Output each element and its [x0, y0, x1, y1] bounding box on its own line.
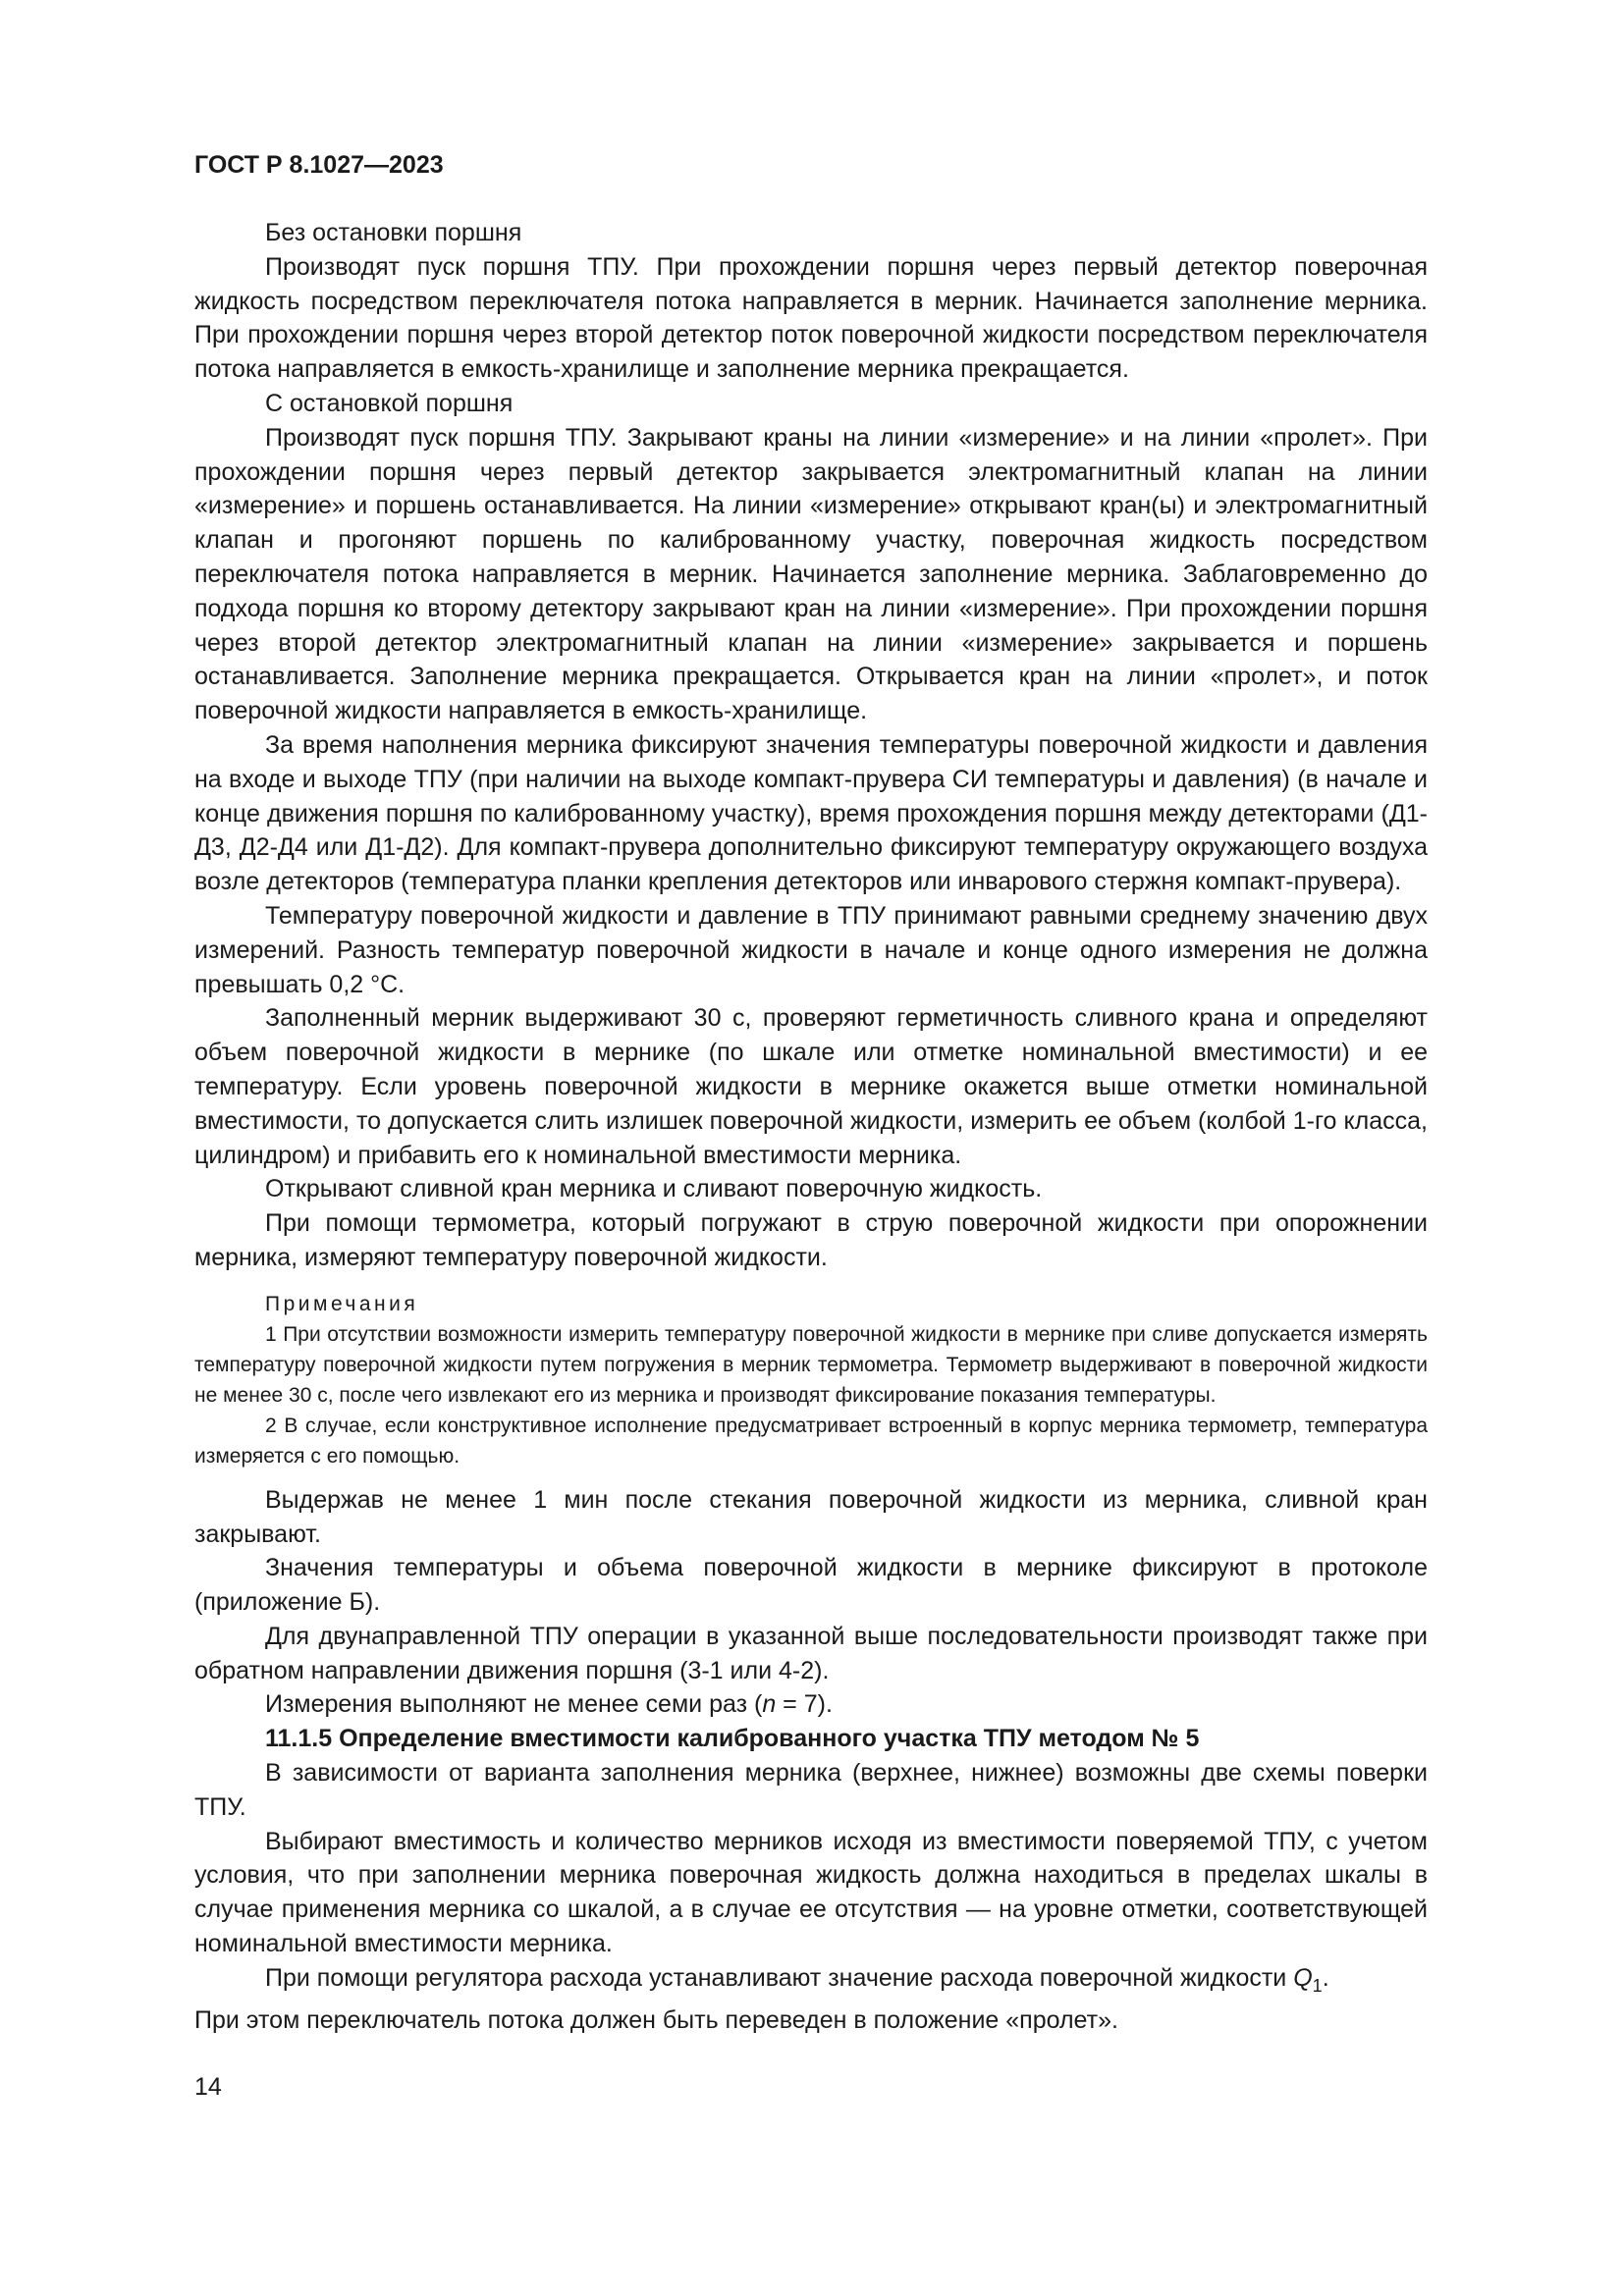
note-item: 2 В случае, если конструктивное исполнение предусматривает встроенный в корпус мерника термометр, температура измеряется с его помощью. — [194, 1414, 1428, 1468]
notes-title: Примечания — [265, 1292, 419, 1315]
paragraph: При помощи термометра, который погружают в струю поверочной жидкости при опорожнении мерника, измеряют температуру поверочной жидкости. — [194, 1209, 1428, 1271]
paragraph-subheading: С остановкой поршня — [265, 389, 514, 417]
measurements-text: Измерения выполняют не менее семи раз ( — [265, 1690, 763, 1719]
paragraph: В зависимости от варианта заполнения мерника (верхнее, нижнее) возможны две схемы поверки ТПУ. — [194, 1759, 1428, 1821]
variable-n: n — [762, 1690, 777, 1719]
document-header: ГОСТ Р 8.1027—2023 — [194, 151, 444, 179]
paragraph-flow — [194, 1961, 1428, 2003]
measurements-text-end: = 7). — [776, 1690, 833, 1719]
flow-text-end: . — [1322, 1963, 1329, 1992]
flow-text: При помощи регулятора расхода устанавливают значение расхода поверочной жидкости — [265, 1963, 1294, 1992]
note-item: 1 При отсутствии возможности измерить температуру поверочной жидкости в мернике при сливе допускается измерять температуру поверочной жидкости путем погружения в мерник термометра. Термометр выдерживают в поверочной жидкости не менее 30 с, после чего извлекают его из мерника и производят фиксирование показания температуры. — [194, 1322, 1428, 1407]
paragraph: Выдержав не менее 1 мин после стекания поверочной жидкости из мерника, сливной кран закрывают. — [194, 1485, 1428, 1548]
section-heading: 11.1.5 Определение вместимости калиброванного участка ТПУ методом № 5 — [265, 1725, 1200, 1753]
paragraph: Производят пуск поршня ТПУ. При прохождении поршня через первый детектор поверочная жидкость посредством переключателя потока направляется в мерник. Начинается заполнение мерника. При прохождении поршня через второй детектор поток поверочной жидкости посредством переключателя потока направляется в емкость-хранилище и заполнение мерника прекращается. — [194, 252, 1428, 384]
paragraph-subheading: Без остановки поршня — [265, 219, 522, 246]
paragraph: Значения температуры и объема поверочной жидкости в мернике фиксируют в протоколе (приложение Б). — [194, 1554, 1428, 1617]
paragraph: Заполненный мерник выдерживают 30 с, проверяют герметичность сливного крана и определяют объем поверочной жидкости в мернике (по шкале или отметке номинальной вместимости) и ее температуру. Если уровень поверочной жидкости в мернике окажется выше отметки номинальной вместимости, то допускается слить излишек поверочной жидкости, измерить ее объем (колбой 1-го класса, цилиндром) и прибавить его к номинальной вместимости мерника. — [194, 1004, 1428, 1169]
paragraph: Производят пуск поршня ТПУ. Закрывают краны на линии «измерение» и на линии «пролет». При прохождении поршня через первый детектор закрывается электромагнитный клапан на линии «измерение» и поршень останавливается. На линии «измерение» открывают кран(ы) и электромагнитный клапан и прогоняют поршень по калиброванному участку, поверочная жидкость посредством переключателя потока направляется в мерник. Начинается заполнение мерника. Заблаговременно до подхода поршня ко второму детектору закрывают кран на линии «измерение». При прохождении поршня через второй детектор электромагнитный клапан на линии «измерение» закрывается и поршень останавливается. Заполнение мерника прекращается. Открывается кран на линии «пролет», и поток поверочной жидкости направляется в емкость-хранилище. — [194, 423, 1428, 725]
variable-q: Q — [1293, 1963, 1313, 1992]
paragraph: Выбирают вместимость и количество мерников исходя из вместимости поверяемой ТПУ, с учетом условия, что при заполнении мерника поверочная жидкость должна находиться в пределах шкалы в случае применения мерника со шкалой, а в случае ее отсутствия — на уровне отметки, соответствующей номинальной вместимости мерника. — [194, 1827, 1428, 1958]
paragraph: Открывают сливной кран мерника и сливают поверочную жидкость. — [265, 1175, 1043, 1203]
paragraph: Для двунаправленной ТПУ операции в указанной выше последовательности производят также при обратном направлении движения поршня (3-1 или 4-2). — [194, 1622, 1428, 1684]
variable-q-subscript: 1 — [1312, 1975, 1323, 1996]
paragraph: Температуру поверочной жидкости и давление в ТПУ принимают равными среднему значению двух измерений. Разность температур поверочной жидкости в начале и конце одного измерения не должна превышать 0,2 °С. — [194, 901, 1428, 998]
notes-block — [194, 1289, 1428, 1471]
paragraph-measurements — [194, 1687, 1428, 1722]
paragraph: За время наполнения мерника фиксируют значения температуры поверочной жидкости и давления на входе и выходе ТПУ (при наличии на выходе компакт-прувера СИ температуры и давления) (в начале и конце движения поршня по калиброванному участку), время прохождения поршня между детекторами (Д1-Д3, Д2-Д4 или Д1-Д2). Для компакт-прувера дополнительно фиксируют температуру окружающего воздуха возле детекторов (температура планки крепления детекторов или инварового стержня компакт-прувера). — [194, 730, 1428, 896]
page-number: 14 — [194, 2073, 222, 2101]
paragraph-continuation: При этом переключатель потока должен быть переведен в положение «пролет». — [194, 2005, 1118, 2034]
